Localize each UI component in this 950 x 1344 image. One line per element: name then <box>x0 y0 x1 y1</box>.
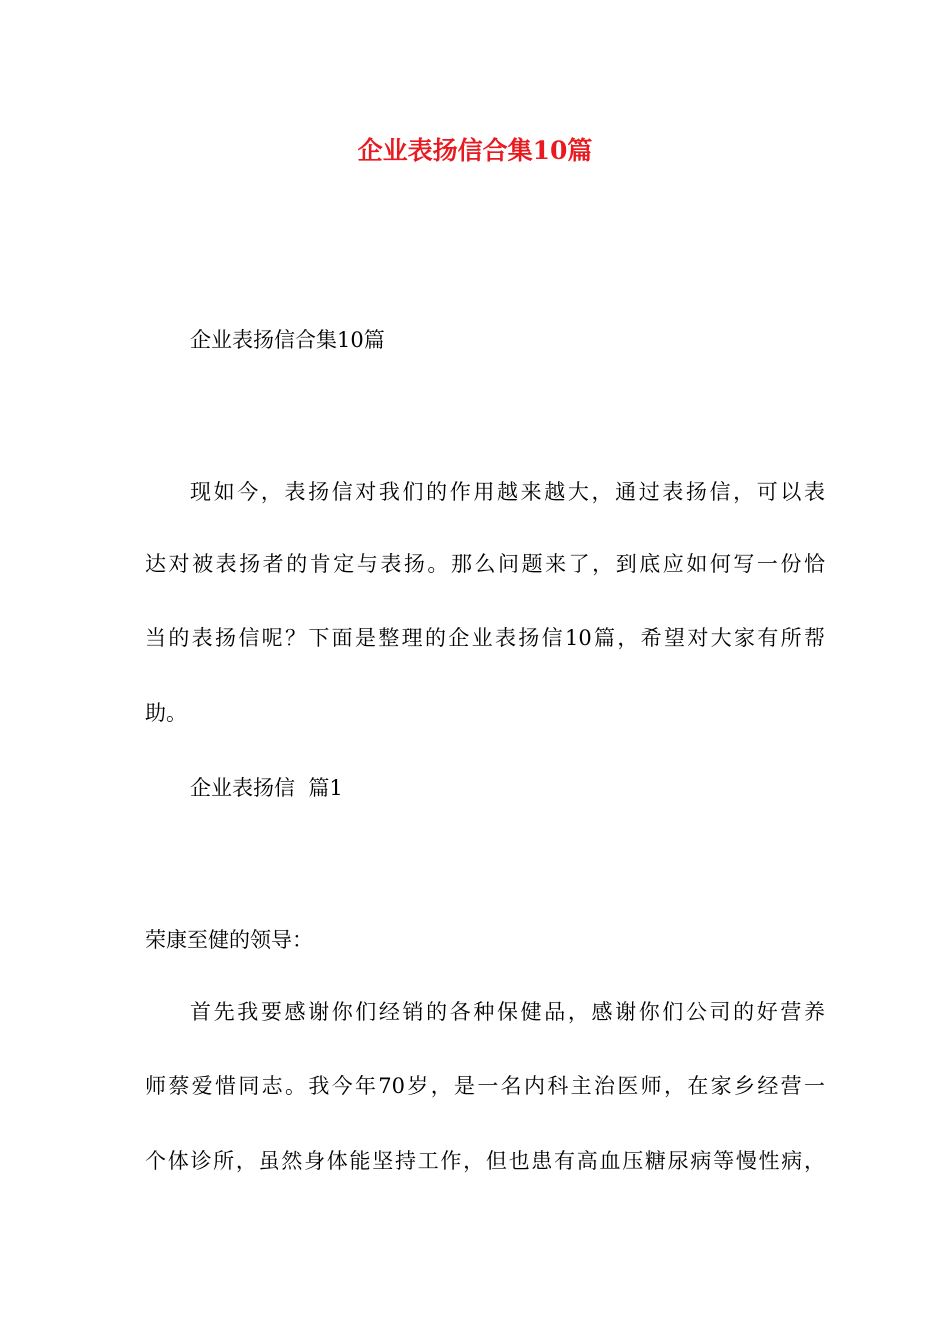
body-line-1: 首先我要感谢你们经销的各种保健品，感谢你们公司的好营养 <box>190 1000 825 1024</box>
body-line-3: 个体诊所，虽然身体能坚持工作，但也患有高血压糖尿病等慢性病， <box>145 1149 825 1173</box>
intro-line-4: 助。 <box>145 701 187 725</box>
body-line-2: 师蔡爱惜同志。我今年70岁，是一名内科主治医师，在家乡经营一 <box>145 1074 825 1098</box>
intro-line-1: 现如今，表扬信对我们的作用越来越大，通过表扬信，可以表 <box>190 480 825 504</box>
intro-line-2: 达对被表扬者的肯定与表扬。那么问题来了，到底应如何写一份恰 <box>145 552 825 576</box>
intro-line-3: 当的表扬信呢？下面是整理的企业表扬信10篇，希望对大家有所帮 <box>145 626 825 650</box>
document-subtitle: 企业表扬信合集10篇 <box>190 328 385 352</box>
salutation: 荣康至健的领导： <box>145 928 313 952</box>
document-title: 企业表扬信合集10篇 <box>357 136 593 165</box>
section-heading: 企业表扬信 篇1 <box>190 776 343 800</box>
